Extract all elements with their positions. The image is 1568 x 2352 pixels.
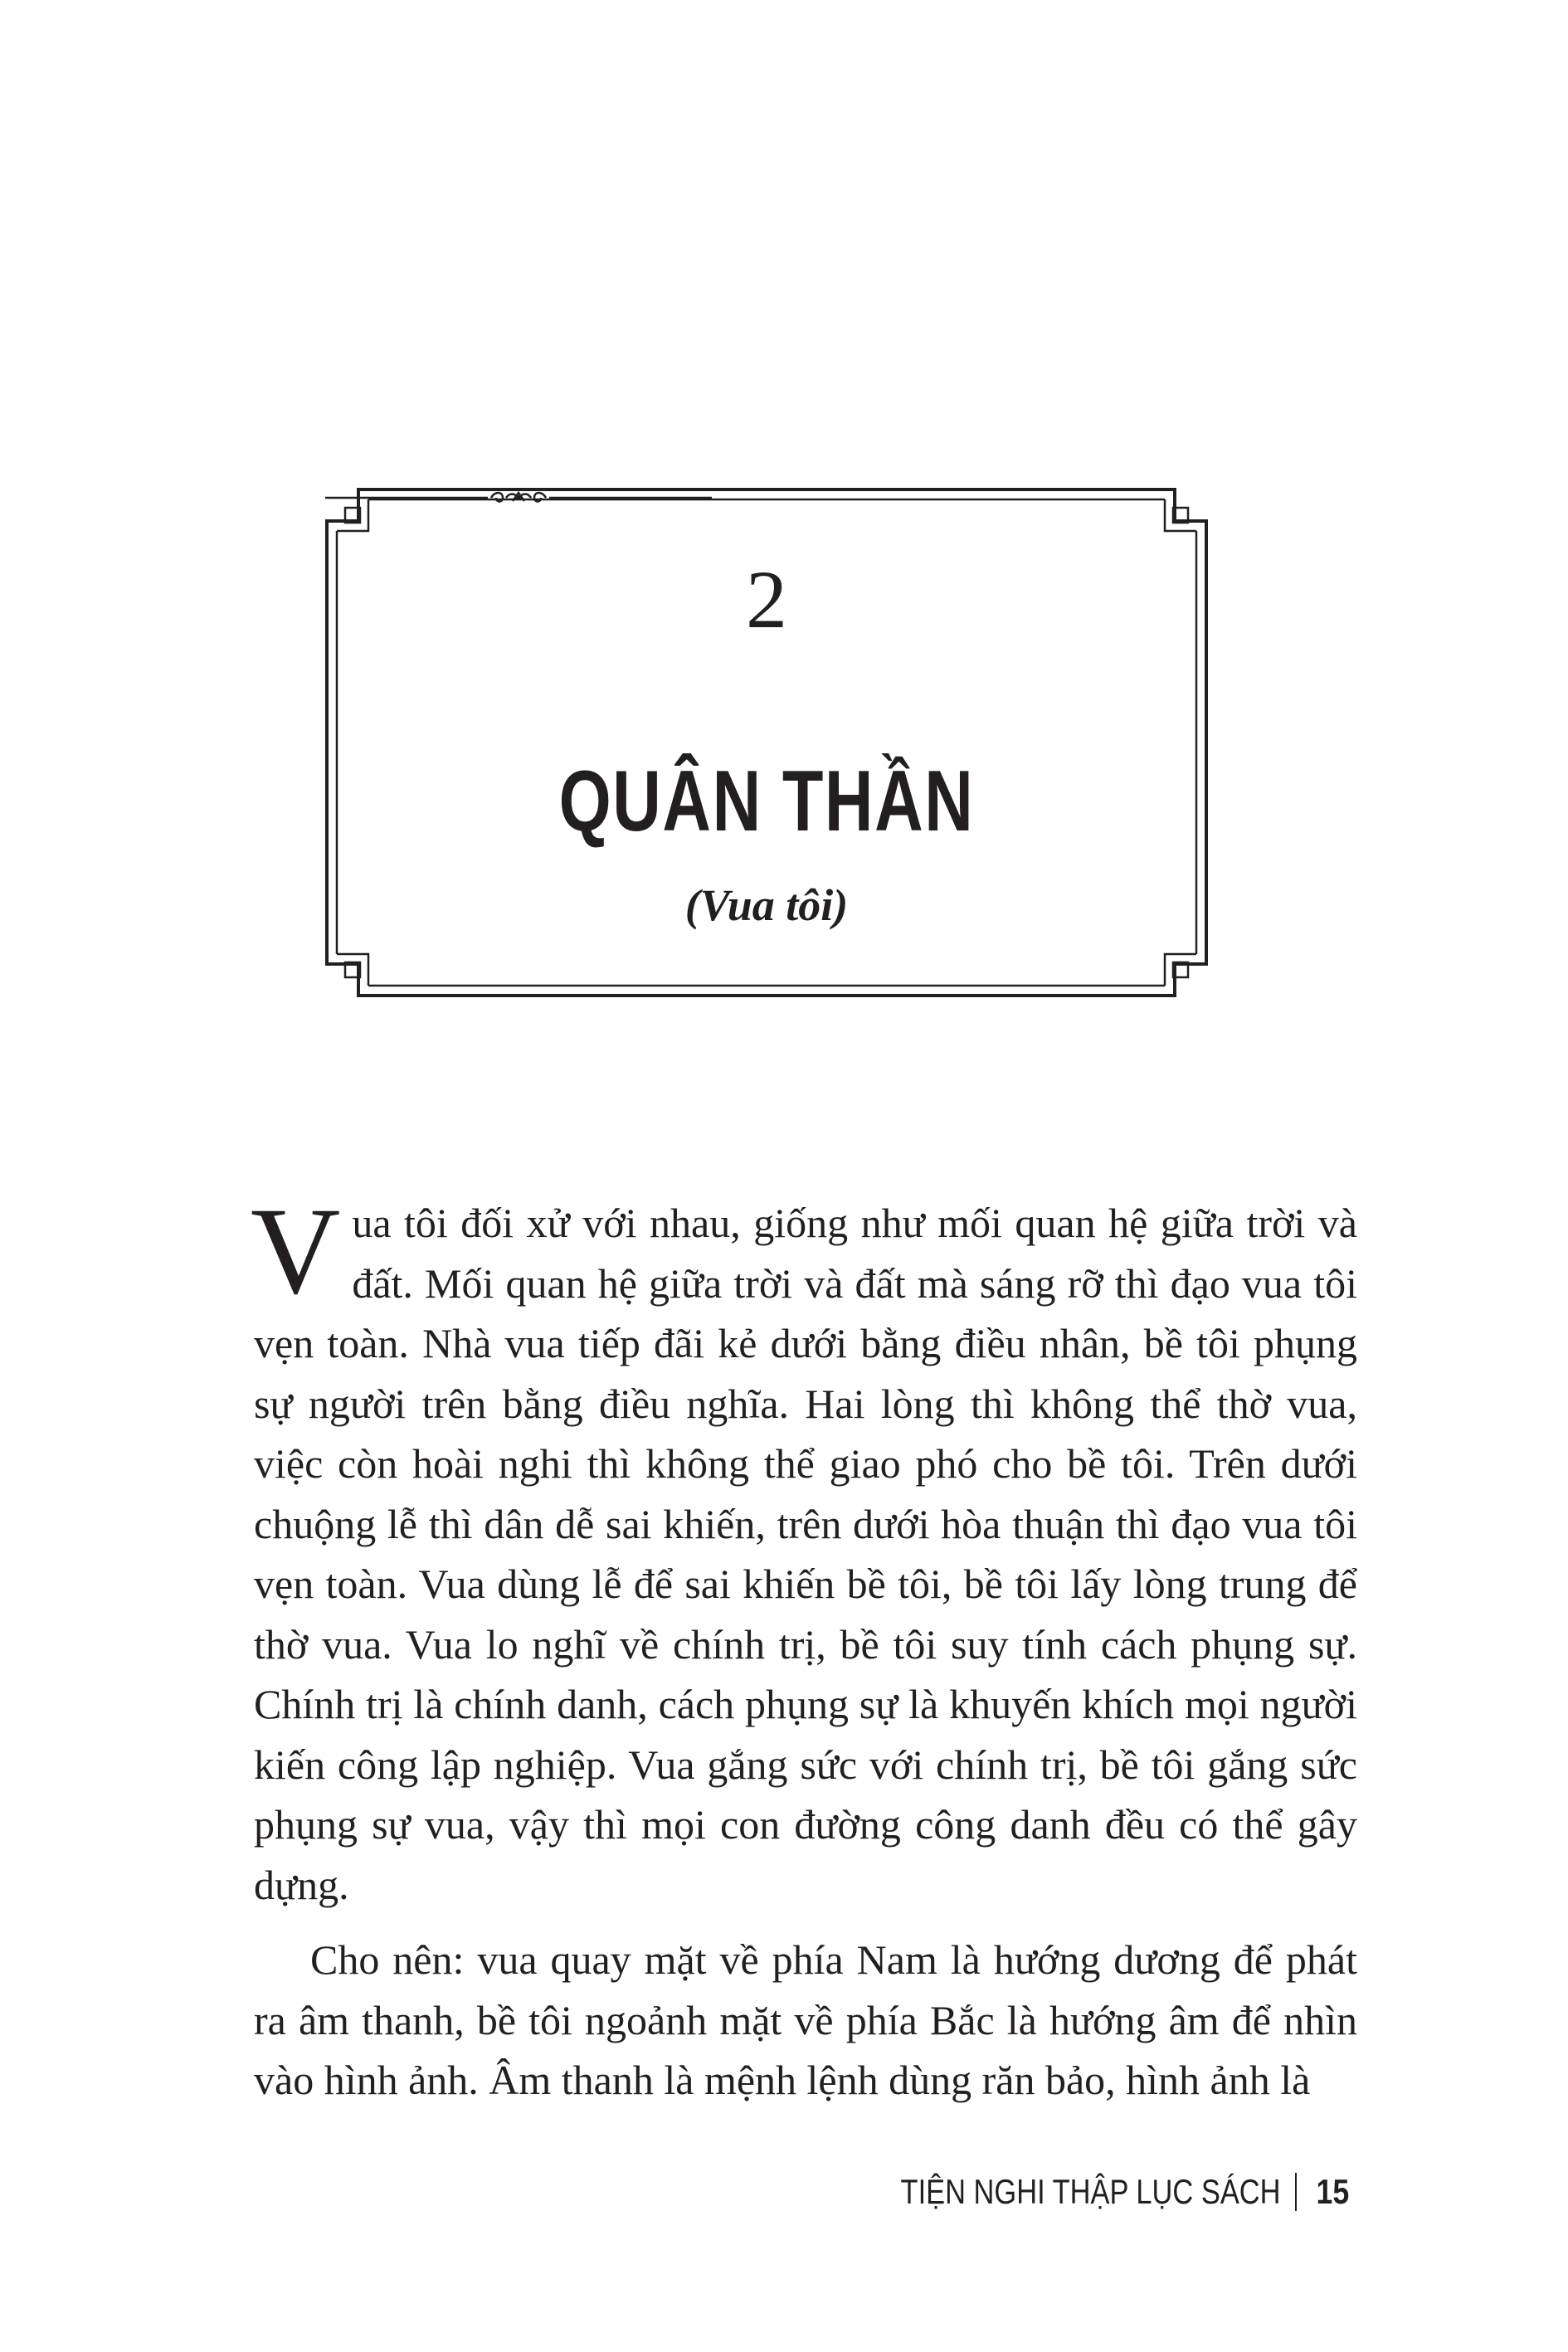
body-text <box>251 1182 1357 2111</box>
chapter-title: QUÂN THẦN <box>558 753 975 850</box>
chapter-subtitle: (Vua tôi) <box>684 880 849 930</box>
chapter-frame <box>325 488 1208 997</box>
footer-divider <box>1295 2173 1297 2211</box>
paragraph-2: Cho nên: vua quay mặt về phía Nam là hướng dương để phát ra âm thanh, bề tôi ngoảnh mặt về phía Bắc là hướng âm để nhìn vào hình ảnh. Âm thanh là mệnh lệnh dùng răn bảo, hình ảnh là <box>254 1936 1357 2103</box>
paragraph-1-text: ua tôi đối xử với nhau, giống như mối quan hệ giữa trời và đất. Mối quan hệ giữa trời và đất mà sáng rỡ thì đạo vua tôi vẹn toàn. Nhà vua tiếp đãi kẻ dưới bằng điều nhân, bề tôi phụng sự người trên bằng điều nghĩa. Hai lòng thì không thể thờ vua, việc còn hoài nghi thì không thể giao phó cho bề tôi. Trên dưới chuộng lễ thì dân dễ sai khiến, trên dưới hòa thuận thì đạo vua tôi vẹn toàn. Vua dùng lễ để sai khiến bề tôi, bề tôi lấy lòng trung để thờ vua. Vua lo nghĩ về chính trị, bề tôi suy tính cách phụng sự. Chính trị là chính danh, cách phụng sự là khuyến khích mọi người kiến công lập nghiệp. Vua gắng sức với chính trị, bề tôi gắng sức phụng sự vua, vậy thì mọi con đường công danh đều có thể gây dựng. <box>254 1200 1357 1908</box>
chapter-number: 2 <box>746 553 787 645</box>
running-head: TIỆN NGHI THẬP LỤC SÁCH <box>900 2172 1281 2211</box>
page-footer <box>817 2167 1352 2217</box>
ornament-divider <box>325 488 712 508</box>
paragraph-1 <box>251 1182 1357 1915</box>
page-number: 15 <box>1316 2172 1350 2211</box>
drop-cap: V <box>251 1182 341 1320</box>
